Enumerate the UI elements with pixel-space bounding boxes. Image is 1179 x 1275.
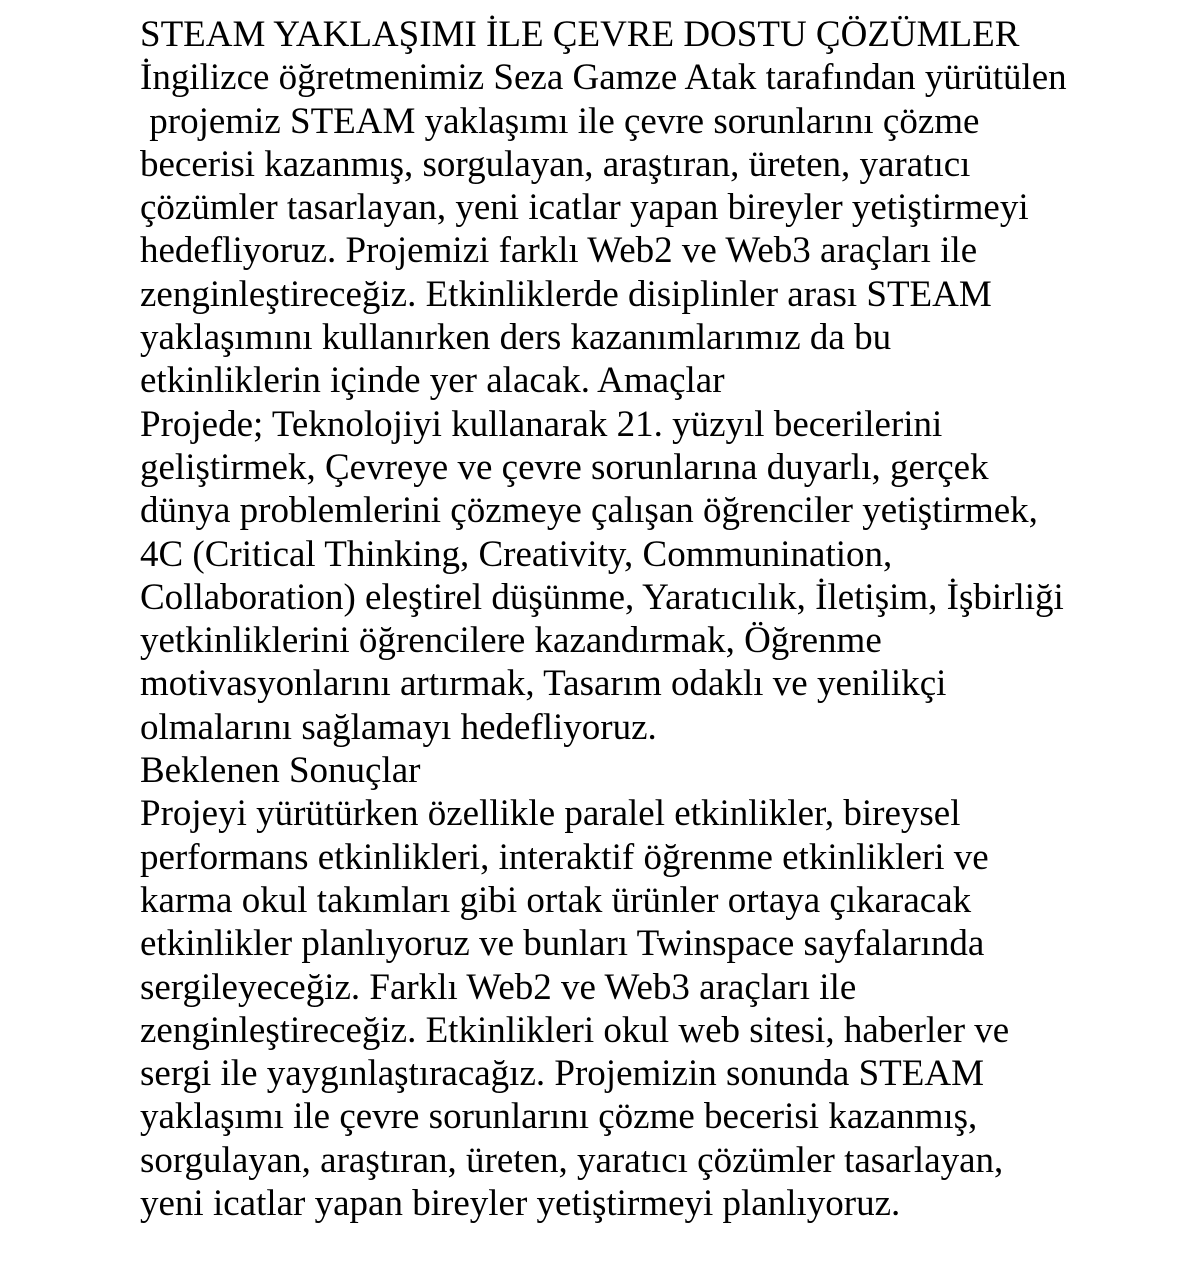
text-line: 4C (Critical Thinking, Creativity, Communination,: [140, 533, 893, 575]
text-line: etkinlikler planlıyoruz ve bunları Twinspace sayfalarında: [140, 923, 985, 965]
text-block: [140, 13, 1159, 1225]
text-line: karma okul takımları gibi ortak ürünler ortaya çıkaracak: [140, 879, 972, 921]
text-line: Projeyi yürütürken özellikle paralel etkinlikler, bireysel: [140, 793, 961, 835]
text-line: yaklaşımını kullanırken ders kazanımlarımız da bu: [140, 317, 892, 359]
text-line: becerisi kazanmış, sorgulayan, araştıran, üreten, yaratıcı: [140, 143, 971, 185]
text-line: zenginleştireceğiz. Etkinliklerde disiplinler arası STEAM: [140, 273, 992, 315]
text-line: Beklenen Sonuçlar: [140, 750, 421, 792]
text-line: yaklaşımı ile çevre sorunlarını çözme becerisi kazanmış,: [140, 1096, 978, 1138]
text-line: geliştirmek, Çevreye ve çevre sorunlarına duyarlı, gerçek: [140, 446, 989, 488]
text-line: zenginleştireceğiz. Etkinlikleri okul web sitesi, haberler ve: [140, 1009, 1010, 1051]
text-line: sorgulayan, araştıran, üreten, yaratıcı çözümler tasarlayan,: [140, 1139, 1004, 1181]
text-line: Collaboration) eleştirel düşünme, Yaratıcılık, İletişim, İşbirliği: [140, 576, 1064, 618]
text-line: hedefliyoruz. Projemizi farklı Web2 ve Web3 araçları ile: [140, 230, 978, 272]
text-line: sergi ile yaygınlaştıracağız. Projemizin sonunda STEAM: [140, 1053, 984, 1095]
text-line: projemiz STEAM yaklaşımı ile çevre sorunlarını çözme: [140, 100, 980, 142]
text-line: performans etkinlikleri, interaktif öğrenme etkinlikleri ve: [140, 836, 989, 878]
text-line: Projede; Teknolojiyi kullanarak 21. yüzyıl becerilerini: [140, 403, 943, 445]
text-line: çözümler tasarlayan, yeni icatlar yapan bireyler yetiştirmeyi: [140, 187, 1029, 229]
text-line: İngilizce öğretmenimiz Seza Gamze Atak tarafından yürütülen: [140, 57, 1067, 99]
text-line: olmalarını sağlamayı hedefliyoruz.: [140, 706, 657, 748]
text-line: motivasyonlarını artırmak, Tasarım odaklı ve yenilikçi: [140, 663, 947, 705]
text-line: etkinliklerin içinde yer alacak. Amaçlar: [140, 360, 725, 402]
text-line: sergileyeceğiz. Farklı Web2 ve Web3 araçları ile: [140, 966, 857, 1008]
text-line: yeni icatlar yapan bireyler yetiştirmeyi planlıyoruz.: [140, 1183, 901, 1225]
text-line: yetkinliklerini öğrencilere kazandırmak, Öğrenme: [140, 620, 882, 662]
document-title-line: STEAM YAKLAŞIMI İLE ÇEVRE DOSTU ÇÖZÜMLER: [140, 14, 1020, 55]
text-line: dünya problemlerini çözmeye çalışan öğrenciler yetiştirmek,: [140, 490, 1038, 532]
